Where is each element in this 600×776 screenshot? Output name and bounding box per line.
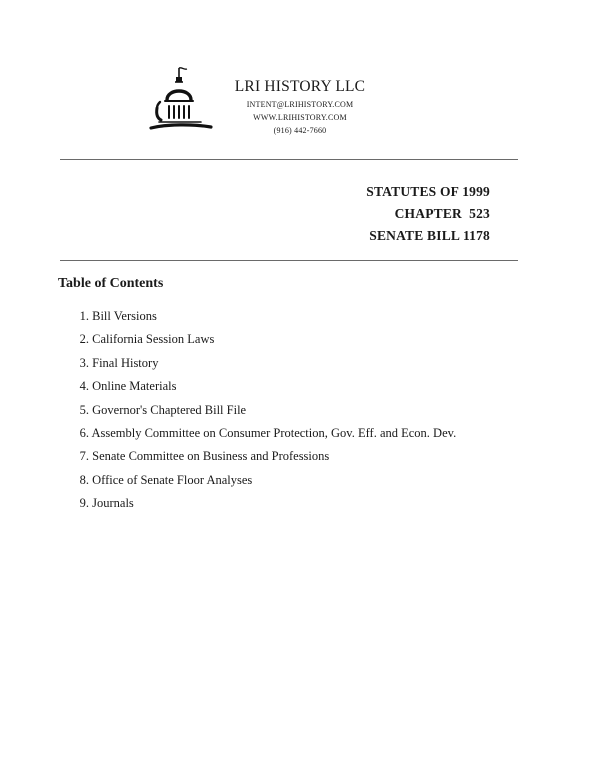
company-phone: (916) 442-7660 [273, 126, 327, 135]
toc-title: Table of Contents [58, 276, 164, 291]
statutes-year: STATUTES OF 1999 [366, 184, 490, 199]
toc-item: 4. Online Materials [79, 379, 177, 394]
toc-item: 8. Office of Senate Floor Analyses [79, 472, 253, 487]
top-divider [60, 159, 518, 160]
statute-block [366, 181, 490, 247]
toc-item: 3. Final History [79, 355, 159, 370]
company-email: INTENT@LRIHISTORY.COM [246, 100, 354, 109]
company-name: LRI HISTORY LLC [234, 78, 366, 95]
toc-item: 5. Governor's Chaptered Bill File [79, 402, 247, 417]
toc-item: 2. California Session Laws [79, 332, 215, 347]
company-block [205, 77, 395, 137]
toc-item: 6. Assembly Committee on Consumer Protection, Gov. Eff. and Econ. Dev. [79, 426, 457, 441]
toc-item: 9. Journals [79, 496, 134, 511]
toc-item: 1. Bill Versions [79, 309, 157, 323]
senate-bill-number: SENATE BILL 1178 [369, 228, 490, 243]
chapter-number: CHAPTER 523 [394, 206, 490, 221]
toc-item: 7. Senate Committee on Business and Professions [79, 449, 330, 464]
toc-list [70, 305, 456, 516]
company-website: WWW.LRIHISTORY.COM [253, 113, 347, 122]
bottom-divider [60, 260, 518, 261]
